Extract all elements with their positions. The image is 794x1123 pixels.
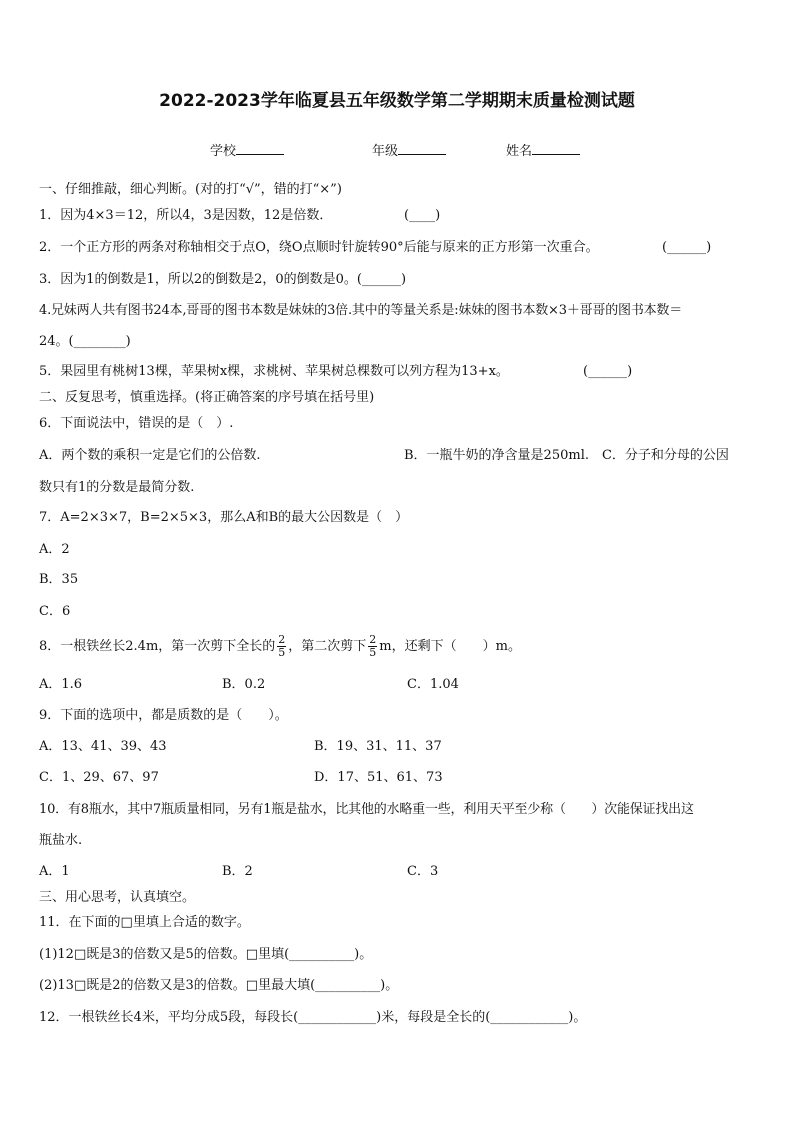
question-8-option-c: C．1.04: [407, 677, 459, 692]
question-6: 6．下面说法中，错误的是（ ）.: [39, 416, 234, 431]
question-11-part-1: (1)12□既是3的倍数又是5的倍数。□里填(__________)。: [39, 947, 373, 962]
fraction-denominator: 5: [369, 646, 377, 659]
question-7: 7．A=2×3×7，B=2×5×3，那么A和B的最大公因数是（ ）: [39, 510, 409, 525]
fraction-denominator: 5: [278, 646, 286, 659]
question-10-option-c: C．3: [407, 864, 439, 879]
question-8: [39, 633, 521, 661]
question-8-part-1: 8．一根铁丝长2.4m，第一次剪下全长的: [39, 639, 276, 654]
section-2-heading: 二、反复思考，慎重选择。(将正确答案的序号填在括号里): [39, 390, 375, 405]
question-9-option-d: D．17、51、61、73: [314, 770, 443, 785]
name-field[interactable]: [506, 140, 580, 159]
fraction-two-fifths: [277, 634, 286, 659]
grade-field[interactable]: [372, 140, 446, 159]
question-6-option-a: A．两个数的乘积一定是它们的公倍数.: [39, 448, 261, 463]
name-blank[interactable]: [532, 142, 580, 155]
fraction-numerator: 2: [278, 633, 286, 646]
question-2-answer[interactable]: (______): [662, 240, 712, 255]
school-field[interactable]: [210, 140, 284, 159]
question-10-option-b: B．2: [222, 864, 253, 879]
section-1-heading: 一、仔细推敲，细心判断。(对的打“√”，错的打“×”): [39, 182, 342, 197]
page-title: 2022-2023学年临夏县五年级数学第二学期期末质量检测试题: [159, 91, 635, 111]
question-4-line-1: 4.兄妹两人共有图书24本,哥哥的图书本数是妹妹的3倍.其中的等量关系是:妹妹的图书本数×3＋哥哥的图书本数＝: [39, 303, 683, 318]
fraction-numerator: 2: [369, 633, 377, 646]
question-7-option-a: A．2: [39, 542, 70, 557]
question-11-part-2: (2)13□既是2的倍数又是3的倍数。□里最大填(__________)。: [39, 978, 399, 993]
question-9: 9．下面的选项中，都是质数的是（ ）。: [39, 708, 288, 723]
question-1: 1．因为4×3＝12，所以4，3是因数，12是倍数．: [39, 208, 333, 223]
question-2: 2．一个正方形的两条对称轴相交于点O，绕O点顺时针旋转90°后能与原来的正方形第一次重合。: [39, 240, 599, 255]
question-7-option-b: B．35: [39, 572, 79, 587]
question-6-option-bc: B．一瓶牛奶的净含量是250ml. C．分子和分母的公因: [404, 448, 729, 463]
question-12: 12．一根铁丝长4米，平均分成5段，每段长(____________)米，每段是全长的(____________)。: [39, 1010, 587, 1025]
name-label: 姓名: [506, 144, 533, 159]
question-10-option-a: A．1: [39, 864, 70, 879]
fraction-two-fifths-2: [368, 634, 377, 659]
question-8-option-b: B．0.2: [222, 677, 266, 692]
section-3-heading: 三、用心思考，认真填空。: [39, 890, 196, 905]
question-7-option-c: C．6: [39, 604, 71, 619]
question-5: 5．果园里有桃树13棵，苹果树x棵，求桃树、苹果树总棵数可以列方程为13+x。: [39, 364, 509, 379]
grade-label: 年级: [372, 144, 399, 159]
question-8-option-a: A．1.6: [39, 677, 83, 692]
question-10-line-2: 瓶盐水.: [39, 833, 83, 848]
question-9-option-a: A．13、41、39、43: [39, 739, 167, 754]
question-8-part-2: ，第二次剪下: [288, 639, 367, 654]
question-3: 3．因为1的倒数是1，所以2的倒数是2，0的倒数是0。(______): [39, 272, 407, 287]
question-1-answer[interactable]: (____): [404, 208, 441, 223]
question-9-option-c: C．1、29、67、97: [39, 770, 159, 785]
question-11: 11．在下面的□里填上合适的数字。: [39, 915, 250, 930]
question-6-continued: 数只有1的分数是最简分数.: [39, 480, 195, 495]
grade-blank[interactable]: [398, 142, 446, 155]
school-blank[interactable]: [236, 142, 284, 155]
question-5-answer[interactable]: (______): [583, 364, 633, 379]
question-8-part-3: m，还剩下（ ）m。: [379, 639, 521, 654]
school-label: 学校: [210, 144, 237, 159]
question-10-line-1: 10．有8瓶水，其中7瓶质量相同，另有1瓶是盐水，比其他的水略重一些，利用天平至少称（ ）次能保证找出这: [39, 802, 694, 817]
question-4-line-2: 24。(________): [39, 334, 131, 349]
question-9-option-b: B．19、31、11、37: [314, 739, 442, 754]
